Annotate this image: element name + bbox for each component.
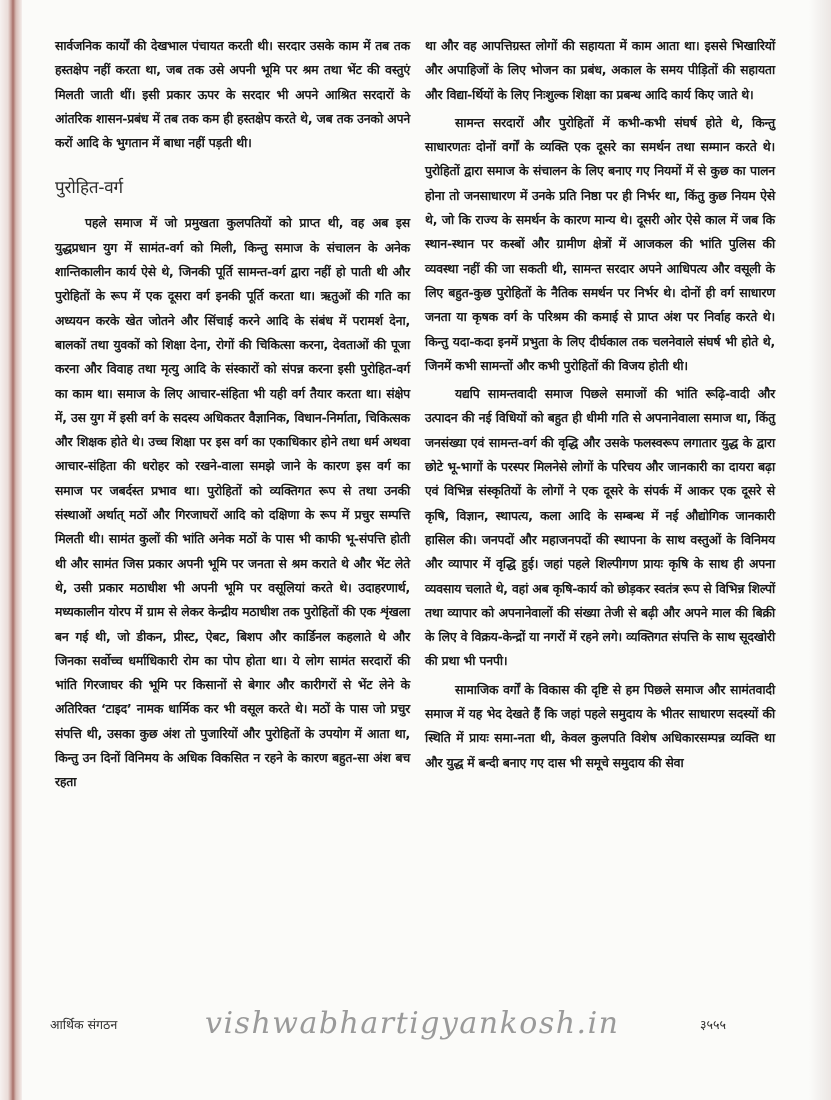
body-paragraph: सामन्त सरदारों और पुरोहितों में कभी-कभी संघर्ष होते थे, किन्तु साधारणतः दोनों वर्गों के व्यक्ति एक दूसरे का समर्थन तथा सम्मान करते थे। पुरोहितों द्वारा समाज के संचालन के लिए बनाए गए नियमों में से कुछ का पालन होना तो जनसाधारण में उनके प्रति निष्ठा पर ही निर्भर था, किंतु कुछ नियम ऐसे थे, जो कि राज्य के समर्थन के कारण मान्य थे। दूसरी ओर ऐसे काल में जब कि स्थान-स्थान पर कस्बों और ग्रामीण क्षेत्रों में आजकल की भांति पुलिस की व्यवस्था नहीं की जा सकती थी, सामन्त सरदार अपने आधिपत्य और वसूली के लिए बहुत-कुछ पुरोहितों के नैतिक समर्थन पर निर्भर थे। दोनों ही वर्ग साधारण जनता या कृषक वर्ग के परिश्रम की कमाई से प्राप्त अंश पर निर्वाह करते थे। किन्तु यदा-कदा इनमें प्रभुता के लिए दीर्घकाल तक चलनेवाले संघर्ष भी होते थे, जिनमें कभी सामन्तों और कभी पुरोहितों की विजय होती थी। bbox=[425, 114, 775, 373]
body-paragraph: सार्वजनिक कार्यों की देखभाल पंचायत करती थी। सरदार उसके काम में तब तक हस्तक्षेप नहीं करता था, जब तक उसे अपनी भूमि पर श्रम तथा भेंट की वस्तुएं मिलती जाती थीं। इसी प्रकार ऊपर के सरदार भी अपने आश्रित सरदारों के आंतरिक शासन-प्रबंध में तब तक कम ही हस्तक्षेप करते थे, जब तक उनको अपने करों आदि के भुगतान में बाधा नहीं पड़ती थी। bbox=[55, 38, 410, 151]
body-paragraph: पहले समाज में जो प्रमुखता कुलपतियों को प्राप्त थी, वह अब इस युद्धप्रधान युग में सामंत-वर्ग को मिली, किन्तु समाज के संचालन के अनेक शान्तिकालीन कार्य ऐसे थे, जिनकी पूर्ति सामन्त-वर्ग द्वारा नहीं हो पाती थी और पुरोहितों के रूप में एक दूसरा वर्ग इनकी पूर्ति करता था। ऋतुओं की गति का अध्ययन करके खेत जोतने और सिंचाई करने आदि के संबंध में परामर्श देना, बालकों तथा युवकों को शिक्षा देना, रोगों की चिकित्सा करना, देवताओं की पूजा करना और विवाह तथा मृत्यु आदि के संस्कारों को संपन्न करना इसी पुरोहित-वर्ग का काम था। समाज के लिए आचार-संहिता भी यही वर्ग तैयार करता था। संक्षेप में, उस युग में इसी वर्ग के सदस्य अधिकतर वैज्ञानिक, विधान-निर्माता, चिकित्सक और शिक्षक होते थे। उच्च शिक्षा पर इस वर्ग का एकाधिकार होने तथा धर्म अथवा आचार-संहिता की धरोहर को रखने-वाला समझे जाने के कारण इस वर्ग का समाज पर जबर्दस्त प्रभाव था। पुरोहितों को व्यक्तिगत रूप से तथा उनकी संस्थाओं अर्थात् मठों और गिरजाघरों आदि को दक्षिणा के रूप में प्रचुर सम्पत्ति मिलती थी। सामंत कुलों की भांति अनेक मठों के पास भी काफी भू-संपत्ति होती थी और सामंत जिस प्रकार अपनी भूमि पर जनता से श्रम कराते थे और भेंट लेते थे, उसी प्रकार मठाधीश भी अपनी भूमि पर वसूलियां करते थे। उदाहरणार्थ, मध्यकालीन योरप में ग्राम से लेकर केन्द्रीय मठाधीश तक पुरोहितों की एक शृंखला बन गई थी, जो डीकन, प्रीस्ट, ऐबट, बिशप और कार्डिनल कहलाते थे और जिनका सर्वोच्च धर्माधिकारी रोम का पोप होता था। ये लोग सामंत सरदारों की भांति गिरजाघर की भूमि पर किसानों से बेगार और कारीगरों से भेंट लेने के अतिरिक्त ‘टाइद’ नामक धार्मिक कर भी वसूल करते थे। मठों के पास जो प्रचुर संपत्ति थी, उसका कुछ अंश तो पुजारियों और पुरोहितों के उपयोग में आता था, किन्तु उन दिनों विनिमय के अधिक विकसित न रहने के कारण बहुत-सा अंश बच रहता bbox=[55, 215, 410, 790]
page-number: ३५५५ bbox=[700, 1017, 727, 1032]
body-paragraph: था और वह आपत्तिग्रस्त लोगों की सहायता में काम आता था। इससे भिखारियों और अपाहिजों के लिए भोजन का प्रबंध, अकाल के समय पीड़ितों की सहायता और विद्या-र्थियों के लिए निःशुल्क शिक्षा का प्रबन्ध आदि कार्य किए जाते थे। bbox=[425, 38, 775, 102]
right-column bbox=[425, 34, 775, 775]
watermark: vishwabhartigyankosh.in bbox=[205, 1006, 620, 1041]
section-heading: पुरोहित-वर्ग bbox=[55, 178, 123, 199]
body-paragraph: यद्यपि सामन्तवादी समाज पिछले समाजों की भांति रूढ़ि-वादी और उत्पादन की नई विधियों को बहुत ही धीमी गति से अपनानेवाला समाज था, किंतु जनसंख्या एवं सामन्त-वर्ग की वृद्धि और उसके फलस्वरूप लगातार युद्ध के द्वारा छोटे भू-भागों के परस्पर मिलनेसे लोगों के परिचय और जानकारी का दायरा बढ़ा एवं विभिन्न संस्कृतियों के लोगों ने एक दूसरे के संपर्क में आकर एक दूसरे से कृषि, विज्ञान, स्थापत्य, कला आदि के सम्बन्ध में नई औद्योगिक जानकारी हासिल की। जनपदों और महाजनपदों की स्थापना के साथ वस्तुओं के विनिमय और व्यापार में वृद्धि हुई। जहां पहले शिल्पीगण प्रायः कृषि के साथ ही अपना व्यवसाय चलाते थे, वहां अब कृषि-कार्य को छोड़कर स्वतंत्र रूप से विभिन्न शिल्पों तथा व्यापार को अपनानेवालों की संख्या तेजी से बढ़ी और अपने माल की बिक्री के लिए वे विक्रय-केन्द्रों या नगरों में रहने लगे। व्यक्तिगत संपत्ति के साथ सूदखोरी की प्रथा भी पनपी। bbox=[425, 386, 775, 669]
page-footer bbox=[0, 1006, 831, 1050]
page-edge-shadow bbox=[809, 0, 831, 1100]
running-head: आर्थिक संगठन bbox=[50, 1017, 118, 1032]
left-column bbox=[55, 34, 410, 795]
body-paragraph: सामाजिक वर्गों के विकास की दृष्टि से हम पिछले समाज और सामंतवादी समाज में यह भेद देखते हैं कि जहां पहले समुदाय के भीतर साधारण सदस्यों की स्थिति में प्रायः समा-नता थी, केवल कुलपति विशेष अधिकारसम्पन्न व्यक्ति था और युद्ध में बन्दी बनाए गए दास भी समूचे समुदाय की सेवा bbox=[425, 681, 775, 770]
book-spine-shadow bbox=[0, 0, 22, 1100]
